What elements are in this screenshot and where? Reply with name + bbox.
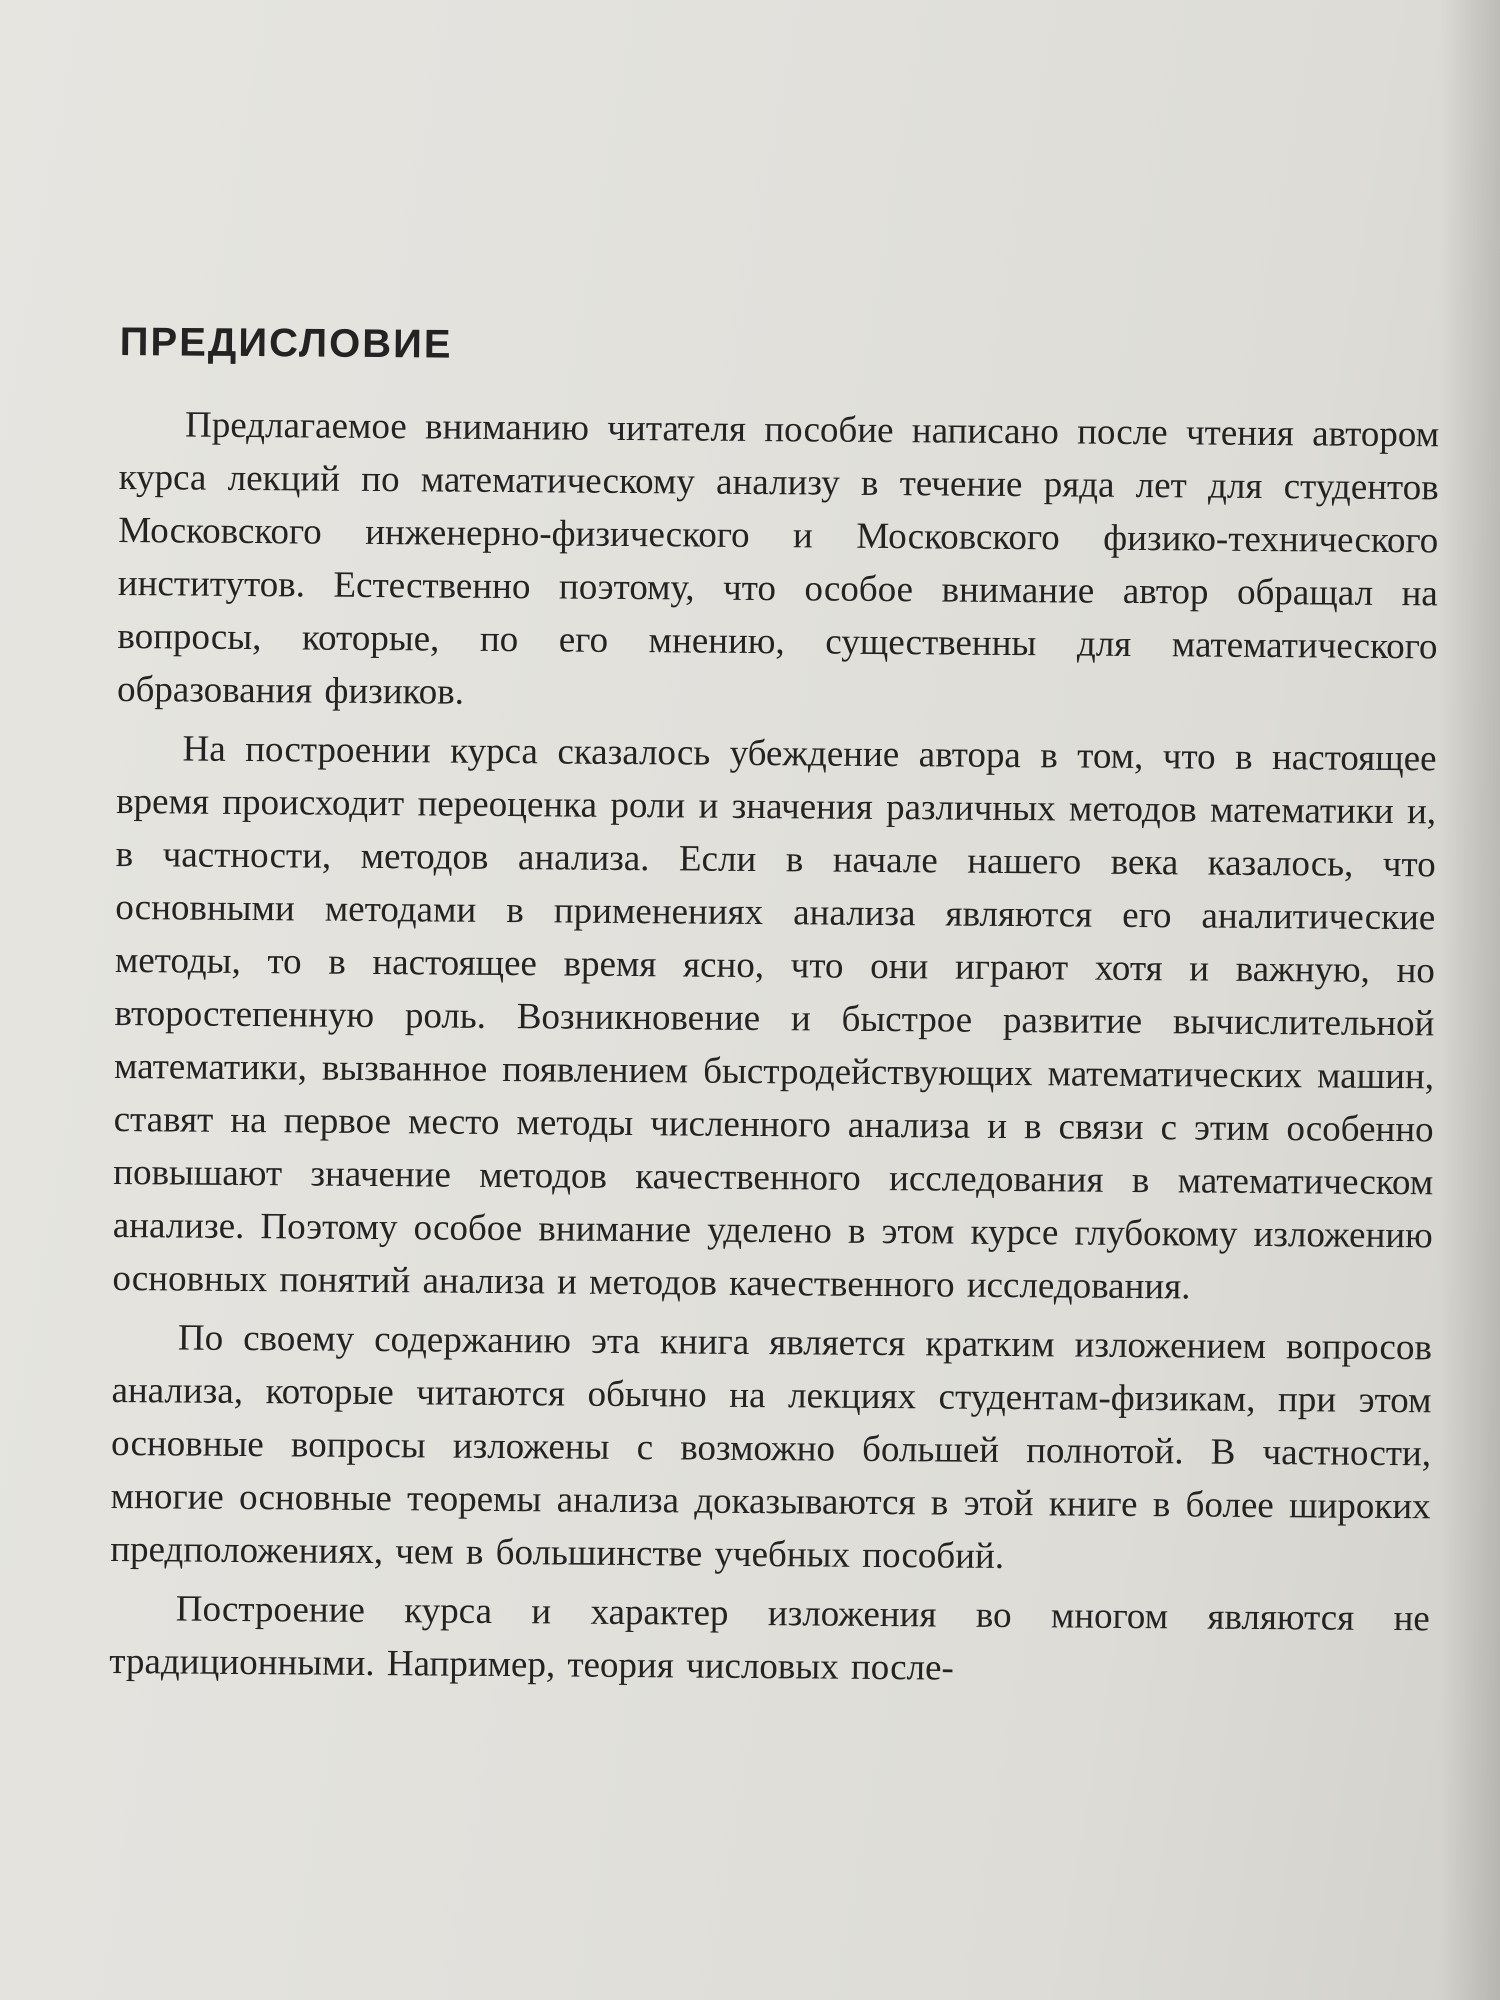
paragraph-4: Построение курса и характер изложения во многом являются не традиционными. Например, теория числовых после- — [109, 1588, 1430, 1689]
page-heading: ПРЕДИСЛОВИЕ — [119, 319, 453, 367]
text-block — [109, 312, 1440, 1704]
paragraph-2: На построении курса сказалось убеждение автора в том, что в настоящее время происходит переоценка роли и значения различных методов математики и, в частности, методов анализа. Если в начале нашего века казалось, что основными методами в применениях анализа являются его аналитические методы, то в настоящее время ясно, что они играют хотя и важную, но второстепенную роль. Возникновение и быстрое развитие вычислительной математики, вызванное появлением быстродействующих математических машин, ставят на первое место методы численного анализа и в связи с этим особенно повышают значение методов качественного исследования в математическом анализе. Поэтому особое внимание уделено в этом курсе глубокому изложению основных понятий анализа и методов качественного исследования. — [112, 728, 1437, 1308]
paragraph-3: По своему содержанию эта книга является кратким изложением вопросов анализа, которые читаются обычно на лекциях студентам-физикам, при этом основные вопросы изложены с возможно большей полнотой. В частности, многие основные теоремы анализа доказываются в этой книге в более широких предположениях, чем в большинстве учебных пособий. — [110, 1317, 1433, 1577]
page-edge-shadow — [1440, 0, 1500, 2000]
paragraph-1: Предлагаемое вниманию читателя пособие написано после чтения автором курса лекций по математическому анализу в течение ряда лет для студентов Московского инженерно-физического и Московского физико-технического институтов. Естественно поэтому, что особое внимание автор обращал на вопросы, которые, по его мнению, существенны для математического образования физиков. — [116, 404, 1440, 713]
